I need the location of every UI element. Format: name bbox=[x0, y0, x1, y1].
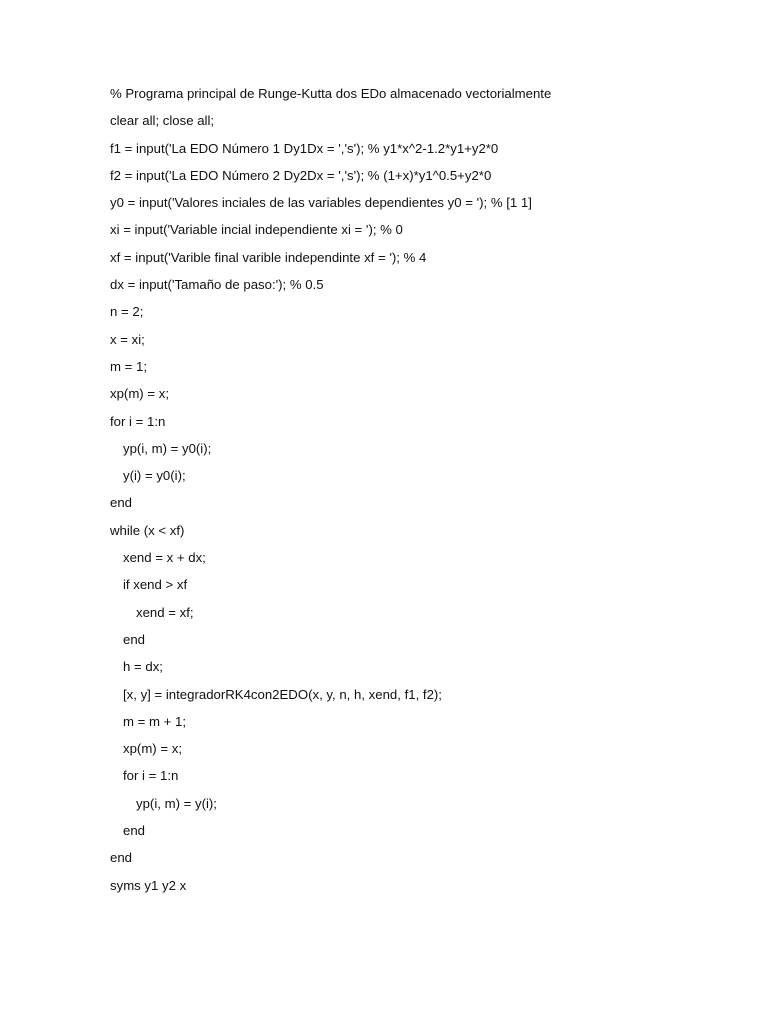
code-line: xend = xf; bbox=[136, 604, 194, 620]
code-line: m = m + 1; bbox=[123, 713, 187, 729]
code-line: m = 1; bbox=[110, 358, 148, 374]
code-line: % Programa principal de Runge-Kutta dos EDo almacenado vectorialmente bbox=[110, 86, 552, 101]
code-line: end bbox=[123, 823, 146, 839]
code-line: end bbox=[123, 631, 146, 647]
code-line: syms y1 y2 x bbox=[110, 877, 187, 893]
code-line: f2 = input('La EDO Número 2 Dy2Dx = ','s'); % (1+x)*y1^0.5+y2*0 bbox=[110, 167, 492, 183]
code-line: y(i) = y0(i); bbox=[123, 468, 186, 484]
code-line: [x, y] = integradorRK4con2EDO(x, y, n, h, xend, f1, f2); bbox=[123, 686, 442, 702]
code-line: h = dx; bbox=[123, 659, 163, 675]
code-line: xend = x + dx; bbox=[123, 550, 206, 566]
code-line: y0 = input('Valores inciales de las variables dependientes y0 = '); % [1 1] bbox=[110, 195, 532, 211]
code-line: dx = input('Tamaño de paso:'); % 0.5 bbox=[110, 277, 324, 293]
code-line: clear all; close all; bbox=[110, 113, 215, 129]
code-line: end bbox=[110, 850, 133, 866]
code-line: x = xi; bbox=[110, 331, 145, 347]
code-line: n = 2; bbox=[110, 304, 144, 320]
code-listing bbox=[110, 84, 730, 903]
code-line: while (x < xf) bbox=[110, 522, 185, 538]
code-line: end bbox=[110, 495, 133, 511]
code-line: f1 = input('La EDO Número 1 Dy1Dx = ','s'); % y1*x^2-1.2*y1+y2*0 bbox=[110, 140, 499, 156]
code-line: for i = 1:n bbox=[123, 768, 179, 784]
code-line: xp(m) = x; bbox=[110, 386, 169, 402]
code-line: for i = 1:n bbox=[110, 413, 166, 429]
code-line: if xend > xf bbox=[123, 577, 188, 593]
code-line: yp(i, m) = y0(i); bbox=[123, 440, 212, 456]
code-line: yp(i, m) = y(i); bbox=[136, 795, 217, 811]
code-line: xp(m) = x; bbox=[123, 741, 182, 757]
code-line: xf = input('Varible final varible independinte xf = '); % 4 bbox=[110, 249, 427, 265]
code-line: xi = input('Variable incial independiente xi = '); % 0 bbox=[110, 222, 403, 238]
